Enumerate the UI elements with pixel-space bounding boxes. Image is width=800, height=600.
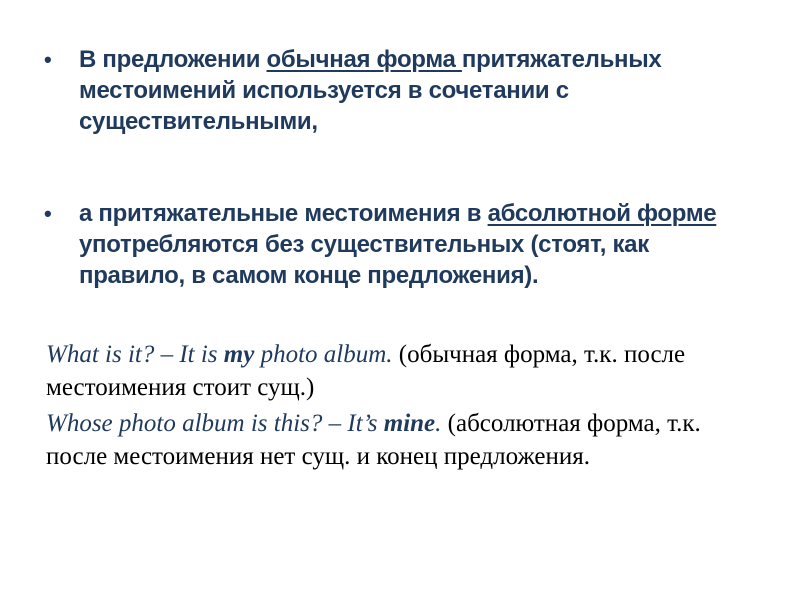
example-explanation: (абсолютная форма, т.к. после местоимения нет сущ. и конец предложения. [46,410,701,470]
examples-block [46,338,756,473]
underlined-term-regular-form: обычная форма [266,46,462,73]
bullet-list [44,44,744,291]
example-pronoun-bold: my [223,341,255,368]
example-pronoun-bold: mine [383,410,436,437]
bullet-item-regular-form [44,44,744,137]
example-english-lead: Whose photo album is this? – It’s [46,410,384,437]
bullet-text-part: притяжательных местоимений используется в сочетании с существительными, [79,46,662,135]
example-english-tail: . [435,410,442,437]
bullet-dot-icon: • [44,201,52,226]
bullet-dot-icon: • [44,47,52,72]
bullet-item-absolute-form [44,198,744,291]
example-english-lead: What is it? – It is [46,341,224,368]
underlined-term-absolute-form: абсолютной форме [487,200,717,227]
example-english-tail: photo album. [254,341,393,368]
example-explanation: (обычная форма, т.к. после местоимения стоит сущ.) [46,341,686,401]
bullet-text-part: употребляются без существительных (стоят, как правило, в самом конце предложения). [79,231,649,289]
bullet-text-part: а притяжательные местоимения в [79,200,488,227]
bullet-text-part: В предложении [79,46,267,73]
example-sentence-regular [46,338,756,404]
example-sentence-absolute [46,407,756,473]
